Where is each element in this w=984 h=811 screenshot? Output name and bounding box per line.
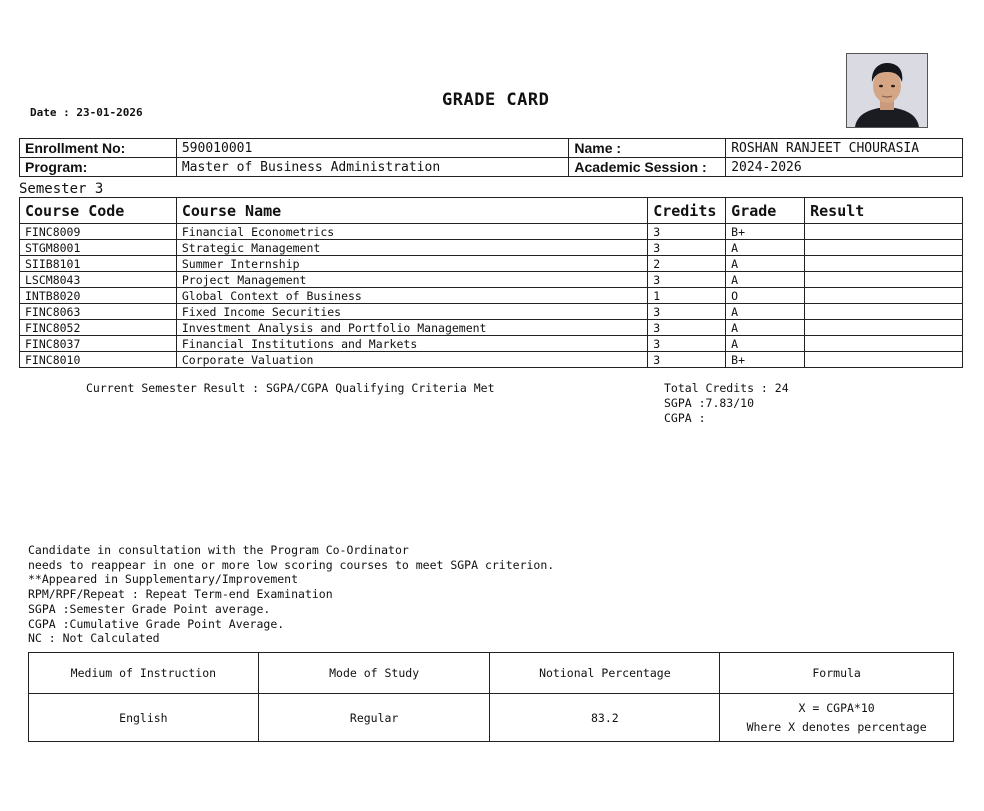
header-result: Result [805,198,963,224]
course-code: FINC8009 [20,224,177,240]
semester-label: Semester 3 [19,181,104,197]
course-grade: A [726,320,805,336]
course-grade: A [726,272,805,288]
course-code: FINC8010 [20,352,177,368]
course-name: Project Management [176,272,647,288]
instruction-table [28,652,954,742]
notes-block [28,543,554,646]
table-row [20,224,963,240]
course-result [805,272,963,288]
course-result [805,256,963,272]
header-formula: Formula [720,653,954,694]
header-mode: Mode of Study [258,653,490,694]
course-code: INTB8020 [20,288,177,304]
percentage-value: 83.2 [490,694,720,742]
page-title: GRADE CARD [442,90,550,110]
course-credits: 3 [648,304,726,320]
course-code: SIIB8101 [20,256,177,272]
course-grade: B+ [726,352,805,368]
name-label: Name : [569,139,726,158]
course-name: Fixed Income Securities [176,304,647,320]
course-code: FINC8063 [20,304,177,320]
table-row [20,336,963,352]
course-result [805,288,963,304]
course-credits: 3 [648,224,726,240]
course-result [805,320,963,336]
student-info-table [19,138,963,177]
course-name: Strategic Management [176,240,647,256]
course-credits: 3 [648,240,726,256]
course-name: Financial Econometrics [176,224,647,240]
formula-line-1: X = CGPA*10 [798,700,875,715]
course-credits: 2 [648,256,726,272]
header-grade: Grade [726,198,805,224]
course-result [805,352,963,368]
course-grade: B+ [726,224,805,240]
totals-block [664,381,789,426]
formula-value [720,694,954,742]
table-row [20,256,963,272]
course-code: FINC8037 [20,336,177,352]
course-name: Global Context of Business [176,288,647,304]
course-grade: A [726,256,805,272]
course-grade: A [726,240,805,256]
course-credits: 1 [648,288,726,304]
table-row [20,352,963,368]
formula-line-2: Where X denotes percentage [746,719,927,734]
note-line: Candidate in consultation with the Program Co-Ordinator [28,543,409,557]
course-table-body [20,224,963,368]
course-code: STGM8001 [20,240,177,256]
course-result [805,240,963,256]
name-value: ROSHAN RANJEET CHOURASIA [726,139,963,158]
program-label: Program: [20,158,177,177]
note-line: RPM/RPF/Repeat : Repeat Term-end Examination [28,587,333,602]
program-value: Master of Business Administration [176,158,569,177]
header-course-code: Course Code [20,198,177,224]
header-percentage: Notional Percentage [490,653,720,694]
note-line: SGPA :Semester Grade Point average. [28,601,271,616]
table-row [20,320,963,336]
course-name: Summer Internship [176,256,647,272]
course-code: FINC8052 [20,320,177,336]
note-line: CGPA :Cumulative Grade Point Average. [28,616,285,631]
student-photo-image [847,54,927,127]
course-result [805,224,963,240]
table-row [20,288,963,304]
note-line: NC : Not Calculated [28,631,160,646]
current-semester-result: Current Semester Result : SGPA/CGPA Qualifying Criteria Met [86,381,495,395]
header-course-name: Course Name [176,198,647,224]
table-row [20,304,963,320]
course-name: Financial Institutions and Markets [176,336,647,352]
enrollment-value: 590010001 [176,139,569,158]
course-credits: 3 [648,320,726,336]
cgpa-value: CGPA : [664,411,706,425]
course-grade: O [726,288,805,304]
sgpa-value: SGPA :7.83/10 [664,396,755,410]
course-result [805,336,963,352]
date-label: Date : 23-01-2026 [30,106,143,119]
course-credits: 3 [648,352,726,368]
course-name: Investment Analysis and Portfolio Management [176,320,647,336]
note-line: **Appeared in Supplementary/Improvement [28,572,299,587]
mode-value: Regular [258,694,490,742]
session-value: 2024-2026 [726,158,963,177]
header-credits: Credits [648,198,726,224]
course-grade: A [726,336,805,352]
student-photo [846,53,928,128]
table-row [20,272,963,288]
course-credits: 3 [648,272,726,288]
course-table [19,197,963,368]
header-medium: Medium of Instruction [29,653,259,694]
table-row [20,240,963,256]
course-result [805,304,963,320]
course-name: Corporate Valuation [176,352,647,368]
course-code: LSCM8043 [20,272,177,288]
note-line: needs to reappear in one or more low scoring courses to meet SGPA criterion. [28,557,555,572]
course-credits: 3 [648,336,726,352]
total-credits: Total Credits : 24 [664,381,789,395]
course-grade: A [726,304,805,320]
enrollment-label: Enrollment No: [20,139,177,158]
course-table-header [20,198,963,224]
medium-value: English [29,694,259,742]
session-label: Academic Session : [569,158,726,177]
